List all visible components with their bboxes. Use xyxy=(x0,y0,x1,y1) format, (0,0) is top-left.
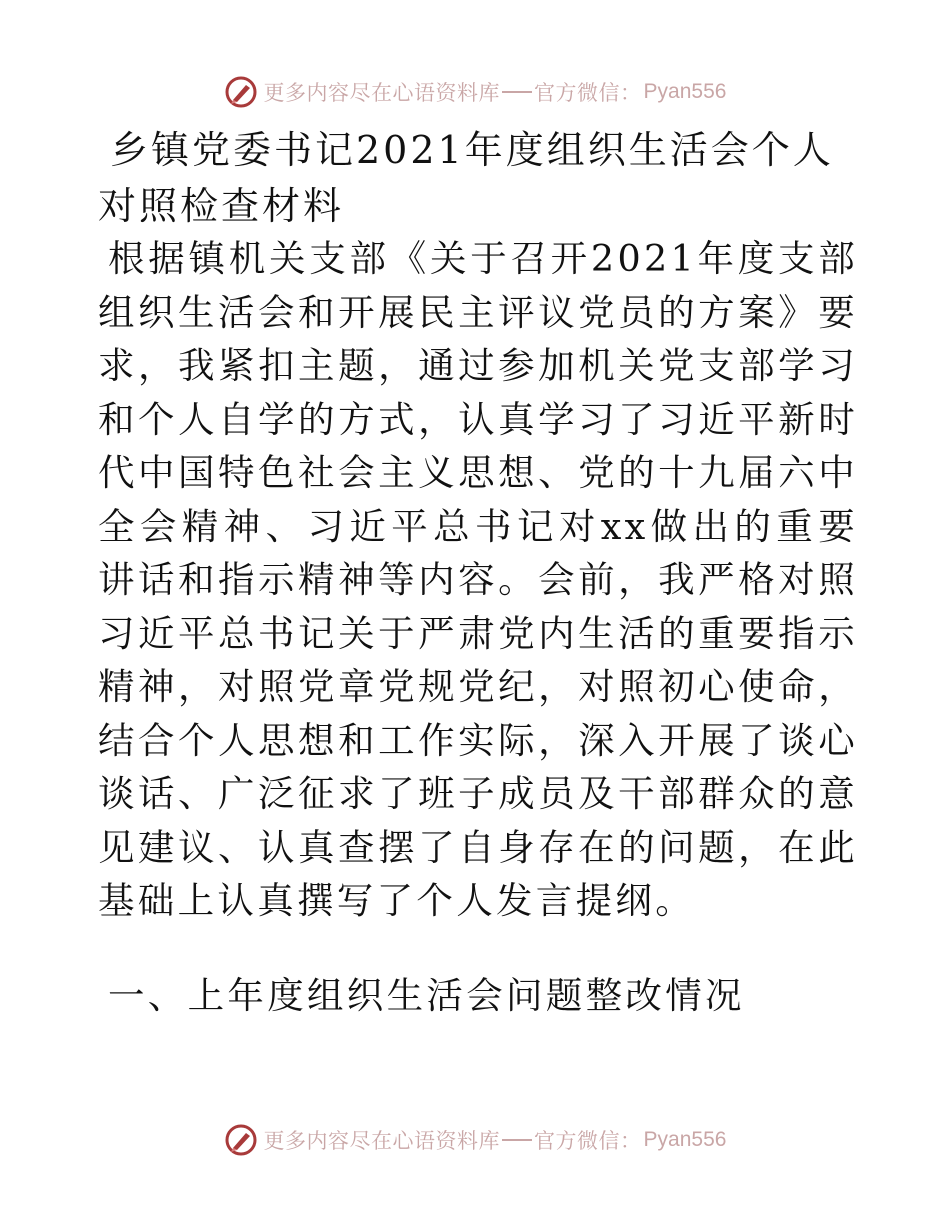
watermark-dash xyxy=(502,91,532,93)
watermark-text: 更多内容尽在心语资料库 xyxy=(263,81,501,105)
watermark-account-label: 官方微信： xyxy=(534,81,642,105)
section-heading: 一、上年度组织生活会问题整改情况 xyxy=(108,974,745,1017)
footer-watermark xyxy=(0,1120,950,1160)
watermark-dash xyxy=(502,1139,532,1141)
intro-paragraph: 根据镇机关支部《关于召开2021年度支部组织生活会和开展民主评议党员的方案》要求，我紧扣主题，通过参加机关党支部学习和个人自学的方式，认真学习了习近平新时代中国特色社会主义思想、党的十九届六中全会精神、习近平总书记对xx做出的重要讲话和指示精神等内容。会前，我严格对照习近平总书记关于严肃党内生活的重要指示精神，对照党章党规党纪，对照初心使命，结合个人思想和工作实际，深入开展了谈心谈话、广泛征求了班子成员及干部群众的意见建议、认真查摆了自身存在的问题，在此基础上认真撰写了个人发言提纲。 xyxy=(98,237,858,922)
pen-logo-icon xyxy=(224,75,258,109)
watermark-account-id: Pyan556 xyxy=(643,80,727,103)
watermark-account-label: 官方微信： xyxy=(534,1129,642,1153)
pen-logo-icon xyxy=(224,1123,258,1157)
document-title: 乡镇党委书记2021年度组织生活会个人对照检查材料 xyxy=(98,128,834,228)
watermark-account-id: Pyan556 xyxy=(643,1128,727,1151)
header-watermark xyxy=(0,72,950,112)
watermark-text: 更多内容尽在心语资料库 xyxy=(263,1129,501,1153)
